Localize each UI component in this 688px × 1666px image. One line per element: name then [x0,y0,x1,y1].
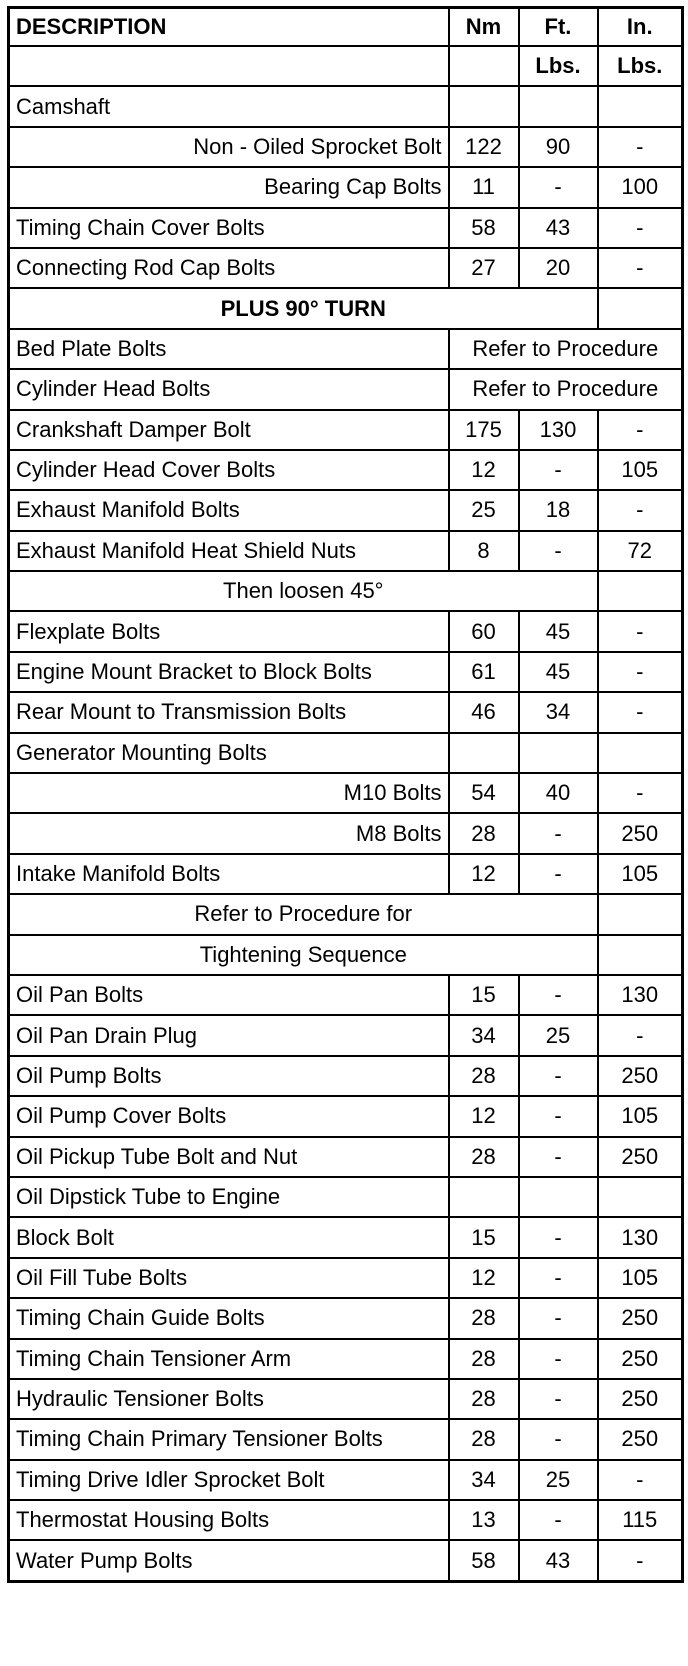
row-ft-lbs: - [519,1137,598,1177]
row-nm: 28 [449,1339,519,1379]
row-ft-lbs [519,733,598,773]
row-in-lbs: 130 [598,1217,683,1257]
header-ft-top: Ft. [519,8,598,47]
row-nm: 15 [449,975,519,1015]
row-in-lbs: - [598,248,683,288]
row-in-lbs: - [598,490,683,530]
row-description: Hydraulic Tensioner Bolts [9,1379,449,1419]
row-in-lbs: 250 [598,1056,683,1096]
header-in-top: In. [598,8,683,47]
table-row [9,1379,683,1419]
row-nm [449,1177,519,1217]
row-description: Block Bolt [9,1217,449,1257]
row-nm: 25 [449,490,519,530]
row-description: M10 Bolts [9,773,449,813]
table-row [9,935,683,975]
row-ft-lbs: 20 [519,248,598,288]
row-in-lbs: 100 [598,167,683,207]
row-in-lbs [598,288,683,328]
row-description: Timing Chain Primary Tensioner Bolts [9,1419,449,1459]
row-nm: 28 [449,1056,519,1096]
row-ft-lbs: 45 [519,652,598,692]
row-description: Engine Mount Bracket to Block Bolts [9,652,449,692]
table-row [9,1177,683,1217]
row-nm: 60 [449,611,519,651]
row-note: PLUS 90° TURN [9,288,598,328]
row-nm: 58 [449,208,519,248]
row-description: Flexplate Bolts [9,611,449,651]
row-description: Timing Chain Guide Bolts [9,1298,449,1338]
row-nm [449,733,519,773]
row-in-lbs [598,733,683,773]
row-in-lbs: 105 [598,1096,683,1136]
table-row [9,1258,683,1298]
row-ft-lbs: - [519,450,598,490]
row-nm: 28 [449,1419,519,1459]
row-ft-lbs [519,86,598,126]
table-row [9,1137,683,1177]
row-description: Water Pump Bolts [9,1540,449,1581]
row-ft-lbs: 43 [519,208,598,248]
row-ft-lbs: 40 [519,773,598,813]
row-in-lbs: 130 [598,975,683,1015]
row-nm: 12 [449,450,519,490]
row-note: Refer to Procedure for [9,894,598,934]
table-row [9,894,683,934]
row-in-lbs: 105 [598,450,683,490]
row-ft-lbs: 43 [519,1540,598,1581]
header-row [9,8,683,47]
row-nm: 8 [449,531,519,571]
table-row [9,854,683,894]
row-description: Timing Chain Tensioner Arm [9,1339,449,1379]
row-in-lbs [598,86,683,126]
row-in-lbs: 105 [598,1258,683,1298]
row-description: Oil Fill Tube Bolts [9,1258,449,1298]
row-in-lbs [598,894,683,934]
row-description: Rear Mount to Transmission Bolts [9,692,449,732]
table-row [9,288,683,328]
table-row [9,450,683,490]
table-row [9,490,683,530]
row-nm: 12 [449,1258,519,1298]
table-row [9,1339,683,1379]
row-description: Timing Drive Idler Sprocket Bolt [9,1460,449,1500]
row-description: Connecting Rod Cap Bolts [9,248,449,288]
table-row [9,1217,683,1257]
table-row [9,1056,683,1096]
torque-spec-table [7,6,684,1583]
row-description: Exhaust Manifold Bolts [9,490,449,530]
row-nm: 28 [449,1379,519,1419]
header-blank-cell [9,46,449,86]
row-in-lbs: - [598,773,683,813]
row-ft-lbs: - [519,1419,598,1459]
row-in-lbs: - [598,1540,683,1581]
row-description: Oil Pan Drain Plug [9,1015,449,1055]
row-ft-lbs: - [519,854,598,894]
row-nm: 46 [449,692,519,732]
row-in-lbs: 72 [598,531,683,571]
header-in-bottom: Lbs. [598,46,683,86]
row-nm: 58 [449,1540,519,1581]
row-in-lbs: - [598,1015,683,1055]
row-refer-value: Refer to Procedure [449,329,683,369]
table-row [9,1500,683,1540]
torque-spec-document [7,6,681,1583]
row-ft-lbs: - [519,1379,598,1419]
row-description: Bearing Cap Bolts [9,167,449,207]
row-nm: 175 [449,410,519,450]
row-description: Intake Manifold Bolts [9,854,449,894]
row-nm: 12 [449,1096,519,1136]
header-ft-bottom: Lbs. [519,46,598,86]
row-ft-lbs: 45 [519,611,598,651]
row-description: Oil Dipstick Tube to Engine [9,1177,449,1217]
row-description: Exhaust Manifold Heat Shield Nuts [9,531,449,571]
header-description: DESCRIPTION [9,8,449,47]
header-blank-cell [449,46,519,86]
row-in-lbs: - [598,692,683,732]
table-row [9,571,683,611]
row-nm: 28 [449,1298,519,1338]
row-ft-lbs: 90 [519,127,598,167]
row-description: Timing Chain Cover Bolts [9,208,449,248]
row-description: Bed Plate Bolts [9,329,449,369]
table-row [9,1015,683,1055]
row-ft-lbs: - [519,1258,598,1298]
row-in-lbs [598,571,683,611]
table-row [9,1419,683,1459]
row-ft-lbs: 25 [519,1460,598,1500]
row-in-lbs: 250 [598,1339,683,1379]
row-description: Thermostat Housing Bolts [9,1500,449,1540]
table-row [9,127,683,167]
row-in-lbs: - [598,1460,683,1500]
row-nm: 11 [449,167,519,207]
row-ft-lbs: - [519,1096,598,1136]
row-in-lbs: 115 [598,1500,683,1540]
table-row [9,369,683,409]
table-row [9,1298,683,1338]
row-ft-lbs: - [519,1500,598,1540]
row-nm [449,86,519,126]
row-in-lbs: 250 [598,813,683,853]
table-row [9,773,683,813]
table-row [9,167,683,207]
row-nm: 34 [449,1460,519,1500]
table-row [9,652,683,692]
row-description: Oil Pump Bolts [9,1056,449,1096]
row-ft-lbs: 18 [519,490,598,530]
row-description: Cylinder Head Bolts [9,369,449,409]
row-ft-lbs: 25 [519,1015,598,1055]
row-description: M8 Bolts [9,813,449,853]
table-row [9,733,683,773]
row-refer-value: Refer to Procedure [449,369,683,409]
row-in-lbs: 250 [598,1298,683,1338]
row-nm: 15 [449,1217,519,1257]
row-ft-lbs: 130 [519,410,598,450]
table-row [9,531,683,571]
table-row [9,410,683,450]
table-row [9,1540,683,1581]
row-in-lbs: - [598,208,683,248]
row-ft-lbs: - [519,1056,598,1096]
row-in-lbs: 250 [598,1419,683,1459]
row-description: Oil Pump Cover Bolts [9,1096,449,1136]
table-row [9,1096,683,1136]
row-nm: 27 [449,248,519,288]
row-in-lbs: 250 [598,1137,683,1177]
row-ft-lbs: - [519,1298,598,1338]
row-ft-lbs: 34 [519,692,598,732]
row-description: Crankshaft Damper Bolt [9,410,449,450]
table-row [9,329,683,369]
row-nm: 54 [449,773,519,813]
row-in-lbs: - [598,410,683,450]
row-nm: 34 [449,1015,519,1055]
table-row [9,611,683,651]
header-nm: Nm [449,8,519,47]
row-nm: 13 [449,1500,519,1540]
row-nm: 61 [449,652,519,692]
row-description: Camshaft [9,86,449,126]
table-row [9,248,683,288]
row-nm: 12 [449,854,519,894]
row-nm: 122 [449,127,519,167]
row-in-lbs [598,935,683,975]
row-description: Non - Oiled Sprocket Bolt [9,127,449,167]
table-row [9,1460,683,1500]
row-nm: 28 [449,1137,519,1177]
table-row [9,813,683,853]
row-in-lbs: - [598,127,683,167]
table-row [9,692,683,732]
row-description: Oil Pickup Tube Bolt and Nut [9,1137,449,1177]
row-ft-lbs: - [519,1339,598,1379]
row-ft-lbs: - [519,167,598,207]
row-note: Then loosen 45° [9,571,598,611]
row-in-lbs [598,1177,683,1217]
row-in-lbs: - [598,652,683,692]
header-row-units [9,46,683,86]
row-in-lbs: 250 [598,1379,683,1419]
row-ft-lbs: - [519,1217,598,1257]
row-in-lbs: - [598,611,683,651]
table-row [9,208,683,248]
row-ft-lbs: - [519,531,598,571]
row-in-lbs: 105 [598,854,683,894]
row-ft-lbs: - [519,813,598,853]
row-note: Tightening Sequence [9,935,598,975]
table-row [9,975,683,1015]
row-ft-lbs [519,1177,598,1217]
table-row [9,86,683,126]
row-ft-lbs: - [519,975,598,1015]
row-description: Generator Mounting Bolts [9,733,449,773]
row-description: Oil Pan Bolts [9,975,449,1015]
row-nm: 28 [449,813,519,853]
row-description: Cylinder Head Cover Bolts [9,450,449,490]
